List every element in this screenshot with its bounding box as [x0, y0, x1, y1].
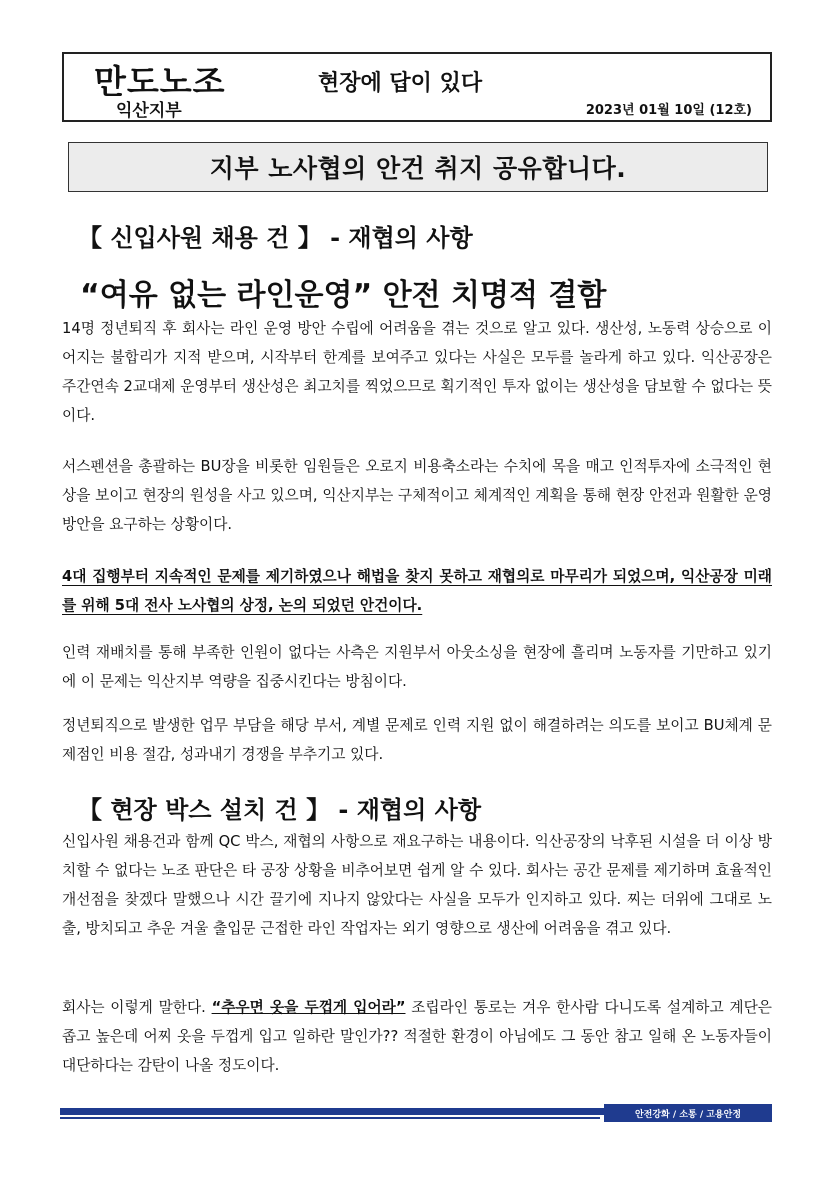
paragraph-body: 조립라인 통로는 겨우 한사람 다니도록 설계하고 계단은 좁고 높은데 어찌 옷을 두껍게 입고 일하란 말인가?? 적절한 환경이 아님에도 그 동안 참고 일해 온 노동자들이 대단하다는 감탄이 나올 정도이다. — [62, 999, 772, 1074]
paragraph: 14명 정년퇴직 후 회사는 라인 운영 방안 수립에 어려움을 겪는 것으로 알고 있다. 생산성, 노동력 상승으로 이어지는 불합리가 지적 받으며, 시작부터 한계를 보여주고 있다는 사실은 모두를 놀라게 하고 있다. 익산공장은 주간연속 2교대제 운영부터 생산성은 최고치를 찍었으므로 획기적인 투자 없이는 생산성을 담보할 수 없다는 뜻이다. — [62, 320, 772, 424]
section-heading-recruitment: 【 신입사원 채용 건 】 - 재협의 사항 — [78, 224, 473, 252]
paragraph: 서스펜션을 총괄하는 BU장을 비롯한 임원들은 오로지 비용축소라는 수치에 목을 매고 인적투자에 소극적인 현상을 보이고 현장의 원성을 사고 있으며, 익산지부는 구체적이고 체계적인 계획을 통해 현장 안전과 원활한 운영 방안을 요구하는 상황이다. — [62, 458, 772, 533]
page-title: 지부 노사협의 안건 취지 공유합니다. — [68, 142, 768, 192]
masthead — [62, 52, 772, 122]
paragraph: 신입사원 채용건과 함께 QC 박스, 재협의 사항으로 재요구하는 내용이다. 익산공장의 낙후된 시설을 더 이상 방치할 수 없다는 노조 판단은 타 공장 상황을 비추어보면 쉽게 알 수 있다. 회사는 공간 문제를 제기하며 효율적인 개선점을 찾겠다 말했으나 시간 끌기에 지나지 않았다는 사실을 모두가 인지하고 있다. 찌는 더위에 그대로 노출, 방치되고 추운 겨울 출입문 근접한 라인 작업자는 외기 영향으로 생산에 어려움을 겪고 있다. — [62, 833, 772, 937]
union-name: 만도노조 — [94, 62, 226, 101]
quoted-statement: “추우면 옷을 두껍게 입어라” — [211, 999, 406, 1016]
paragraph: 인력 재배치를 통해 부족한 인원이 없다는 사측은 지원부서 아웃소싱을 현장에 흘리며 노동자를 기만하고 있기에 이 문제는 익산지부 역량을 집중시킨다는 방침이다. — [62, 644, 772, 690]
section-subheading: “여유 없는 라인운영” 안전 치명적 결함 — [80, 278, 607, 313]
footer-tag: 안전강화 / 소통 / 고용안정 — [604, 1104, 772, 1122]
paragraph-with-quote — [62, 993, 772, 1080]
issue-date: 2023년 01월 10일 (12호) — [585, 103, 752, 118]
branch-name: 익산지부 — [116, 101, 182, 121]
footer-rule-thin — [60, 1117, 600, 1119]
paragraph-lead: 회사는 이렇게 말한다. — [62, 999, 212, 1016]
paragraph: 정년퇴직으로 발생한 업무 부담을 해당 부서, 계별 문제로 인력 지원 없이 해결하려는 의도를 보이고 BU체계 문제점인 비용 절감, 성과내기 경쟁을 부추기고 있다. — [62, 717, 772, 763]
emphasized-paragraph: 4대 집행부터 지속적인 문제를 제기하였으나 해법을 찾지 못하고 재협의로 마무리가 되었으며, 익산공장 미래를 위해 5대 전사 노사협의 상정, 논의 되었던 안건이다. — [62, 568, 772, 614]
slogan: 현장에 답이 있다 — [318, 71, 483, 96]
section-heading-box-installation: 【 현장 박스 설치 건 】 - 재협의 사항 — [78, 796, 482, 824]
